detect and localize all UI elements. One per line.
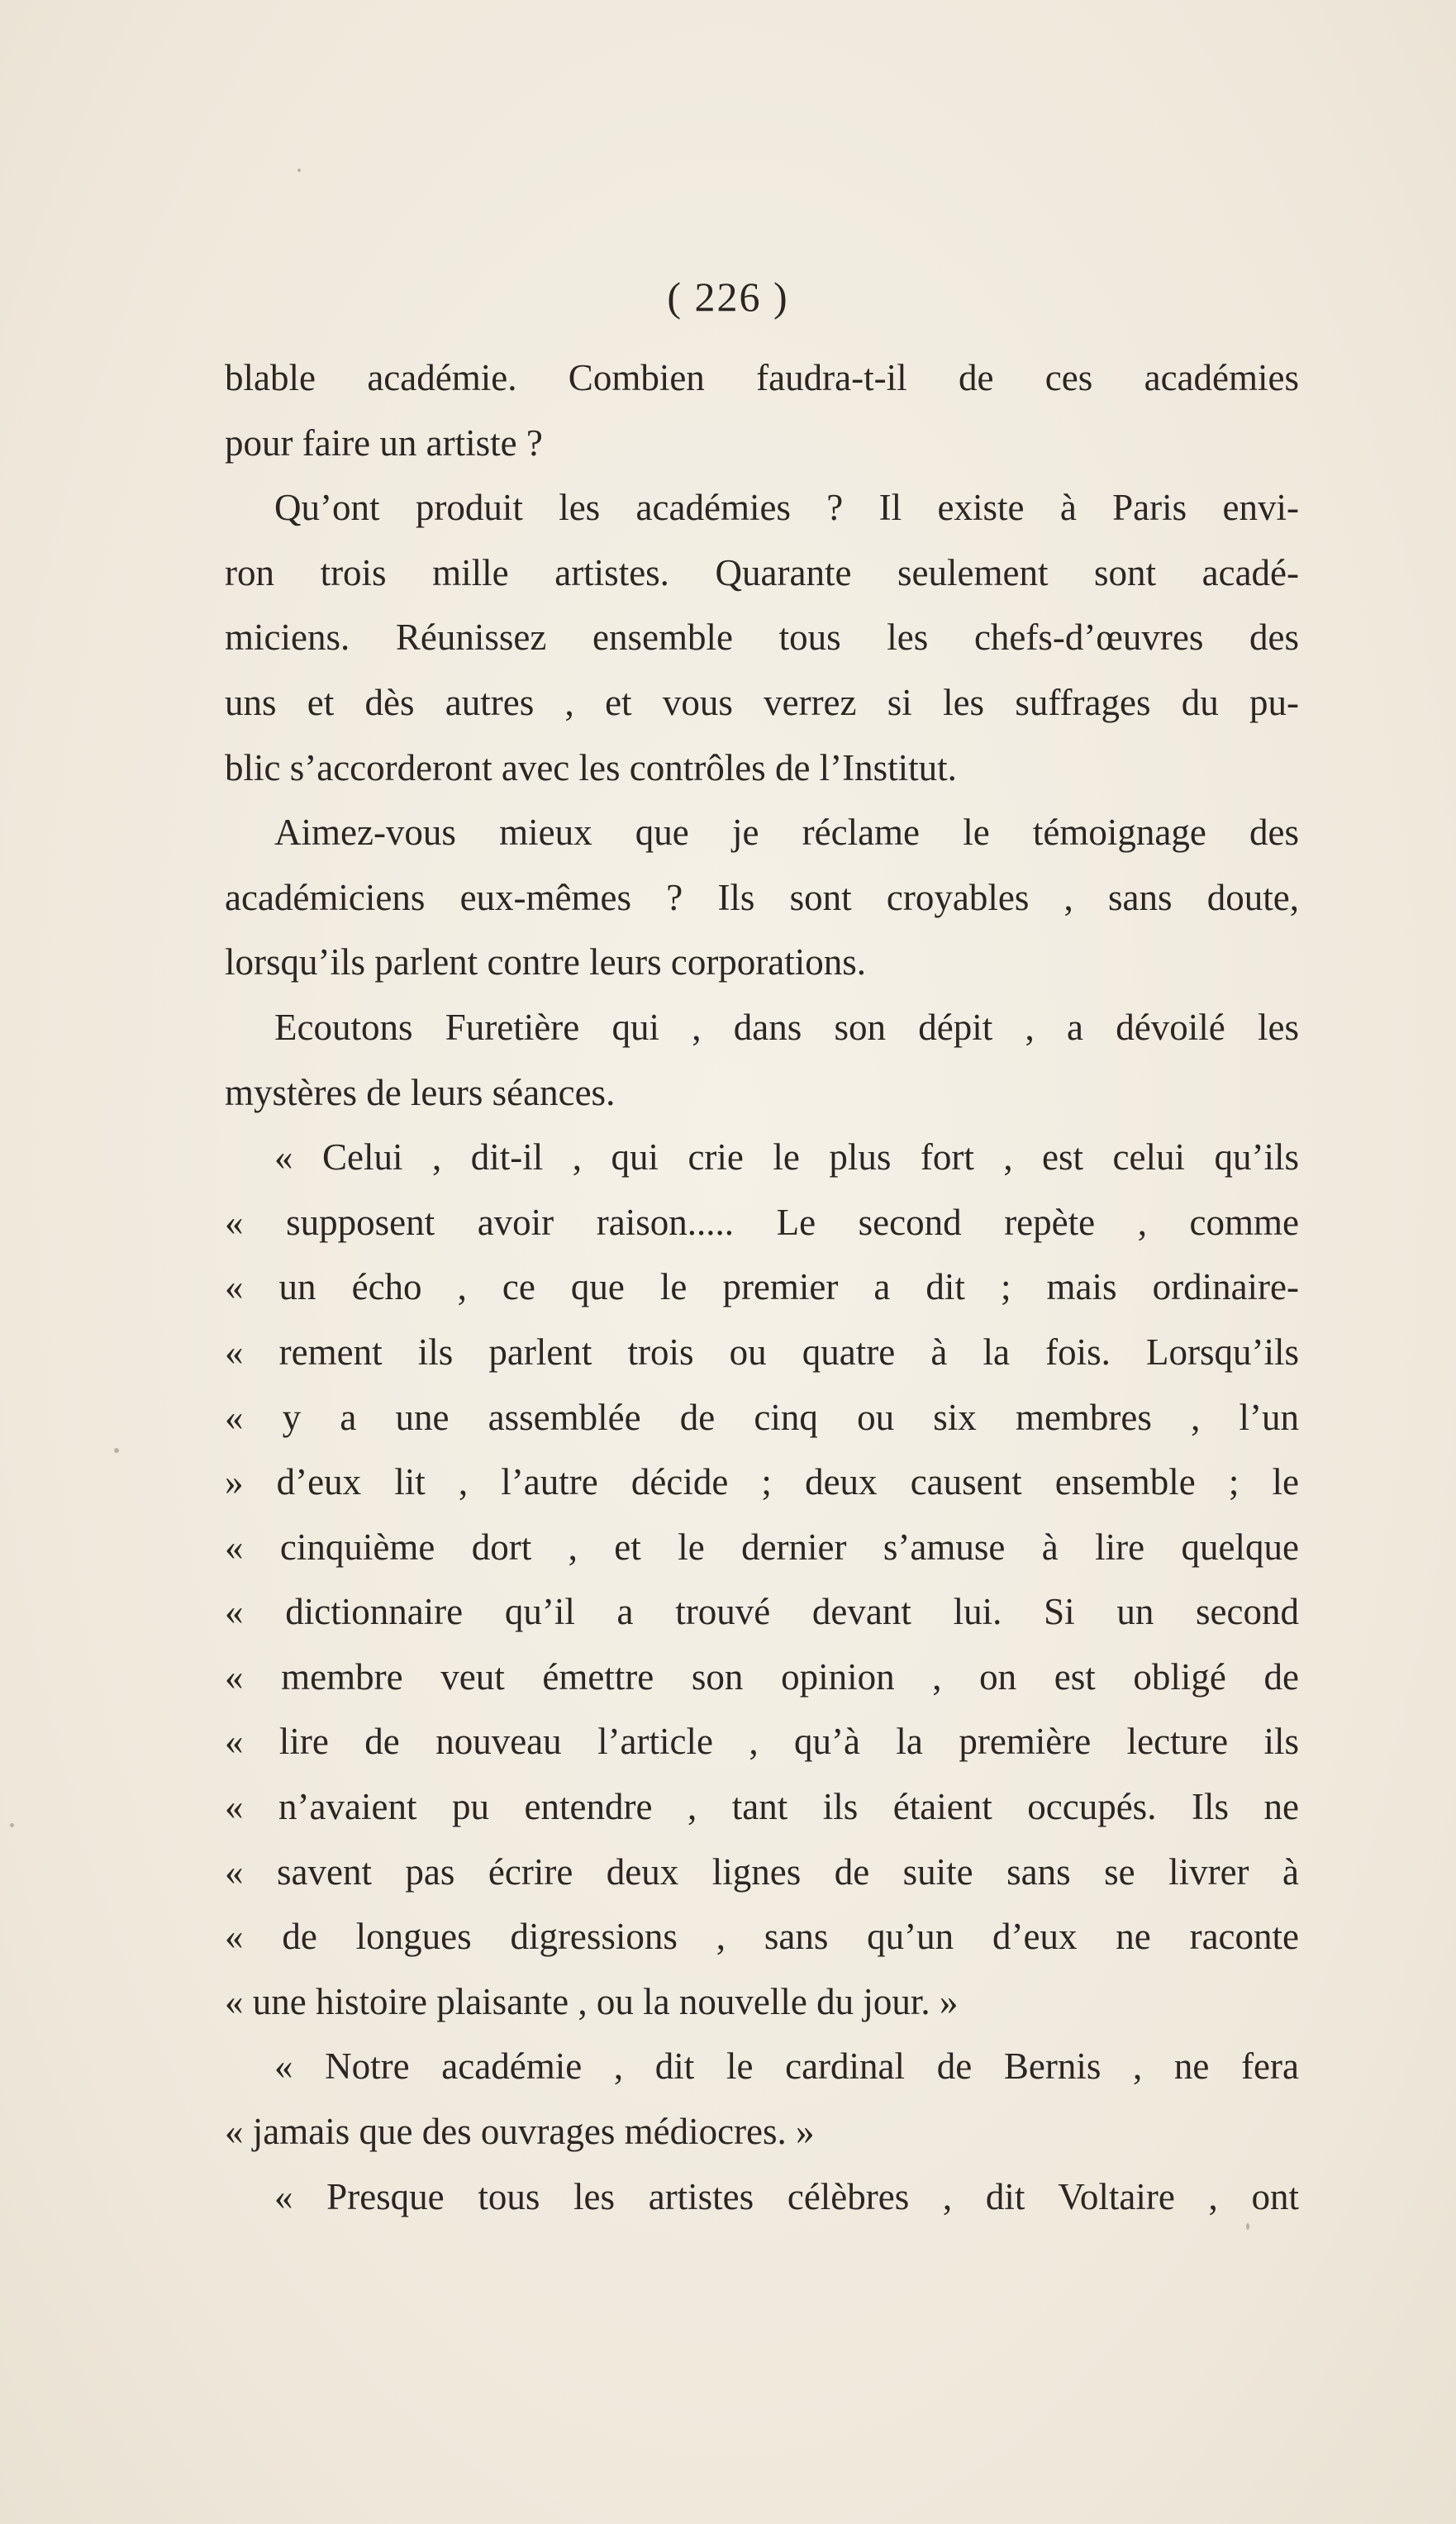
text-line: « cinquième dort , et le dernier s’amuse à lire quelque <box>225 1526 1299 1568</box>
paper-speck <box>114 1448 119 1453</box>
text-line: uns et dès autres , et vous verrez si les suffrages du pu- <box>225 681 1299 723</box>
text-line: blic s’accorderont avec les contrôles de l’Institut. <box>225 746 957 788</box>
text-line: Aimez-vous mieux que je réclame le témoignage des <box>274 812 1299 854</box>
text-line: « lire de nouveau l’article , qu’à la première lecture ils <box>225 1721 1299 1763</box>
text-line: « y a une assemblée de cinq ou six membres , l’un <box>225 1396 1299 1438</box>
text-line: » d’eux lit , l’autre décide ; deux causent ensemble ; le <box>225 1461 1299 1503</box>
text-line: « Notre académie , dit le cardinal de Bernis , ne fera <box>274 2045 1299 2088</box>
text-line: Ecoutons Furetière qui , dans son dépit , a dévoilé les <box>274 1006 1299 1048</box>
text-line: « jamais que des ouvrages médiocres. » <box>225 2111 815 2153</box>
text-line: « supposent avoir raison..... Le second repète , comme <box>225 1201 1299 1243</box>
text-line: « savent pas écrire deux lignes de suite sans se livrer à <box>225 1850 1299 1893</box>
text-line: « n’avaient pu entendre , tant ils étaient occupés. Ils ne <box>225 1786 1299 1828</box>
text-line: pour faire un artiste ? <box>225 421 543 464</box>
text-line: « un écho , ce que le premier a dit ; mais ordinaire- <box>225 1266 1299 1308</box>
text-line: Qu’ont produit les académies ? Il existe à Paris envi- <box>274 487 1299 529</box>
text-line: miciens. Réunissez ensemble tous les chefs-d’œuvres des <box>225 617 1299 659</box>
text-line: ron trois mille artistes. Quarante seulement sont acadé- <box>225 551 1299 593</box>
body-text <box>225 345 1299 2229</box>
text-line: « membre veut émettre son opinion , on est obligé de <box>225 1655 1299 1698</box>
text-line: « une histoire plaisante , ou la nouvelle du jour. » <box>225 1980 959 2022</box>
text-line: « de longues digressions , sans qu’un d’eux ne raconte <box>225 1916 1299 1958</box>
text-line: blable académie. Combien faudra-t-il de ces académies <box>225 357 1299 398</box>
text-line: « rement ils parlent trois ou quatre à la fois. Lorsqu’ils <box>225 1331 1299 1373</box>
paper-speck <box>10 1823 14 1827</box>
paper-speck <box>1246 2223 1249 2230</box>
text-line: « Celui , dit-il , qui crie le plus fort , est celui qu’ils <box>274 1136 1299 1179</box>
text-line: « dictionnaire qu’il a trouvé devant lui. Si un second <box>225 1591 1299 1633</box>
page-number: ( 226 ) <box>667 274 789 320</box>
text-line: mystères de leurs séances. <box>225 1071 616 1113</box>
text-line: lorsqu’ils parlent contre leurs corporations. <box>225 941 867 983</box>
paper-speck <box>297 169 301 172</box>
text-line: académiciens eux-mêmes ? Ils sont croyables , sans doute, <box>225 876 1299 918</box>
text-line: « Presque tous les artistes célèbres , dit Voltaire , ont <box>274 2175 1299 2217</box>
